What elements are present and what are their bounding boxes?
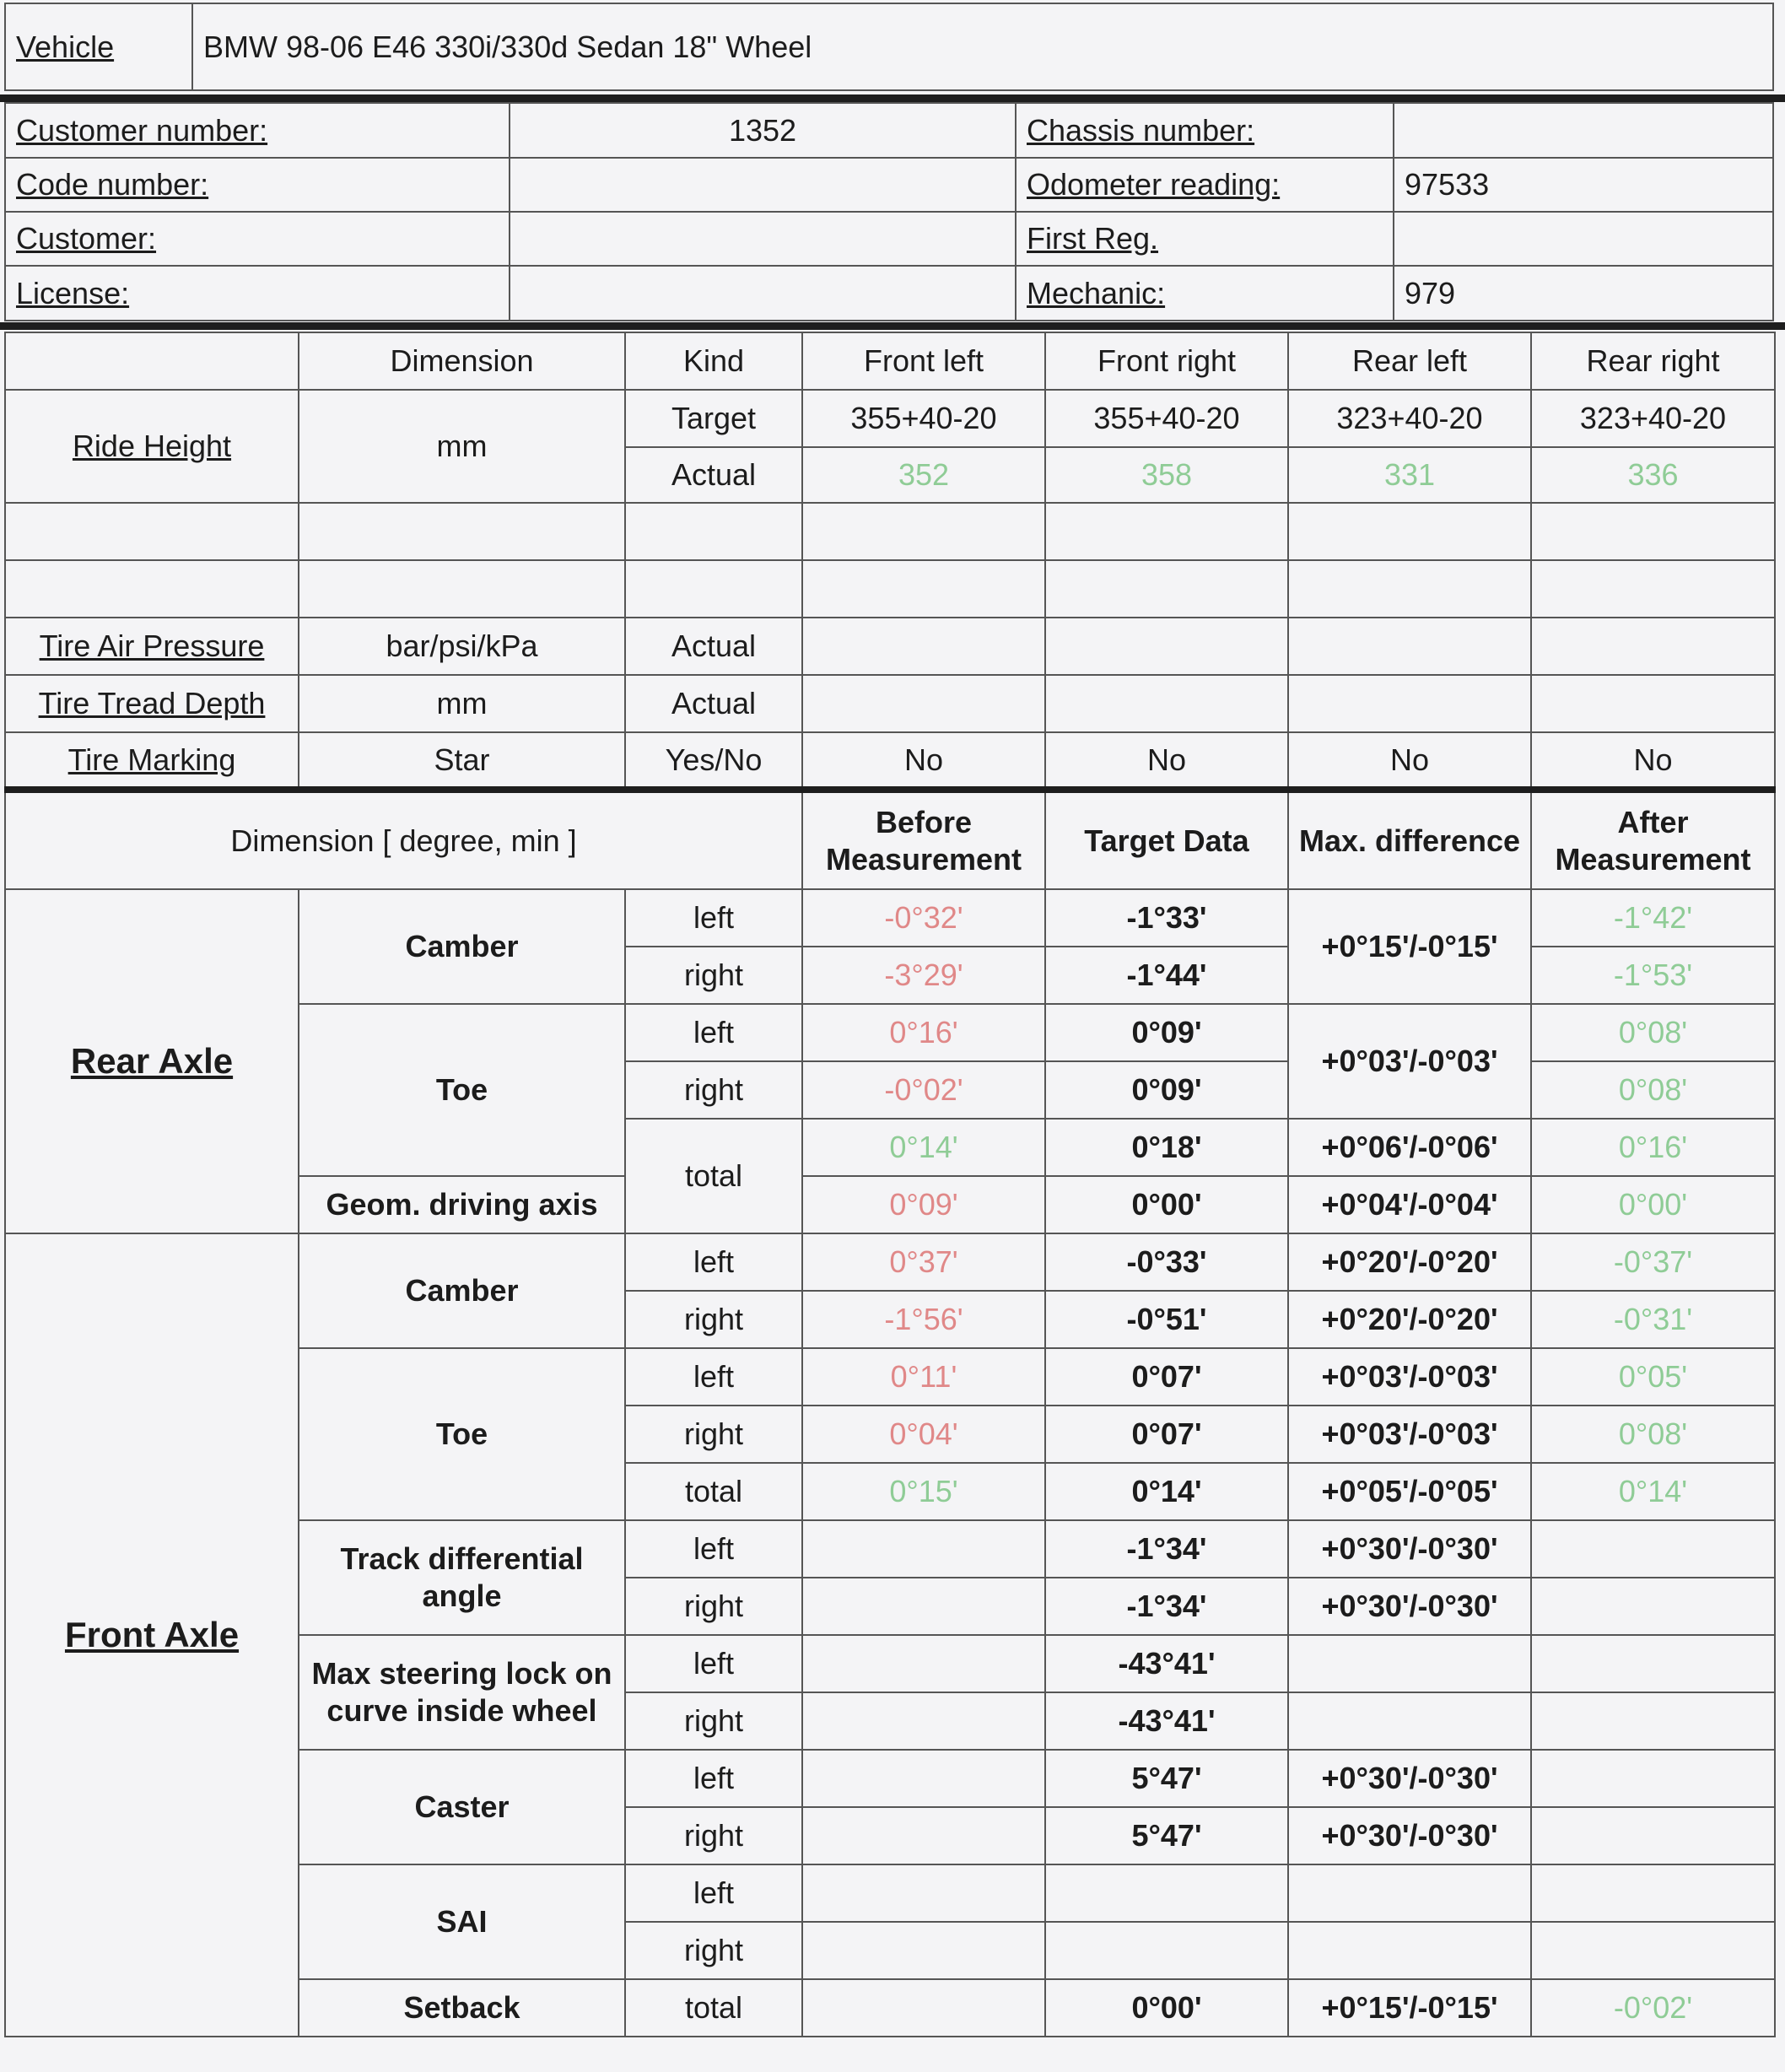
blank-cell xyxy=(1288,1922,1531,1979)
kind-right: right xyxy=(625,1807,802,1864)
blank-cell xyxy=(1531,1807,1775,1864)
tread-depth-kind: Actual xyxy=(625,675,802,732)
tire-marking-rr: No xyxy=(1531,732,1775,790)
kind-left: left xyxy=(625,1864,802,1922)
blank-cell xyxy=(802,1864,1045,1922)
kind-total: total xyxy=(625,1119,802,1233)
blank-cell xyxy=(1288,675,1531,732)
geom-before: 0°09' xyxy=(802,1176,1045,1233)
kind-left: left xyxy=(625,1348,802,1406)
kind-right: right xyxy=(625,1578,802,1635)
blank-cell xyxy=(1531,1692,1775,1750)
geom-after: 0°00' xyxy=(1531,1176,1775,1233)
front-toe-before-right: 0°04' xyxy=(802,1406,1045,1463)
blank-cell xyxy=(1288,560,1531,618)
tire-marking-fl: No xyxy=(802,732,1045,790)
front-toe-label: Toe xyxy=(299,1348,625,1520)
rear-toe-after-total: 0°16' xyxy=(1531,1119,1775,1176)
code-number-value xyxy=(510,158,1016,212)
setback-maxdiff: +0°15'/-0°15' xyxy=(1288,1979,1531,2037)
front-axle-label: Front Axle xyxy=(5,1233,299,2037)
kind-actual: Actual xyxy=(625,447,802,503)
blank-cell xyxy=(802,560,1045,618)
front-camber-target-left: -0°33' xyxy=(1045,1233,1288,1291)
tire-marking-fr: No xyxy=(1045,732,1288,790)
geom-target: 0°00' xyxy=(1045,1176,1288,1233)
blank-cell xyxy=(1531,618,1775,675)
blank-cell xyxy=(1531,1578,1775,1635)
blank-cell xyxy=(1045,1922,1288,1979)
rear-toe-maxdiff: +0°03'/-0°03' xyxy=(1288,1004,1531,1119)
caster-target-right: 5°47' xyxy=(1045,1807,1288,1864)
ride-actual-rl: 331 xyxy=(1288,447,1531,503)
blank-cell xyxy=(625,503,802,560)
front-toe-after-left: 0°05' xyxy=(1531,1348,1775,1406)
track-diff-maxdiff-left: +0°30'/-0°30' xyxy=(1288,1520,1531,1578)
rear-camber-after-right: -1°53' xyxy=(1531,947,1775,1004)
rear-toe-maxdiff-total: +0°06'/-0°06' xyxy=(1288,1119,1531,1176)
tire-marking-rl: No xyxy=(1288,732,1531,790)
customer-number-label: Customer number: xyxy=(5,103,510,158)
customer-value xyxy=(510,212,1016,266)
geom-driving-axis-label: Geom. driving axis xyxy=(299,1176,625,1233)
ride-actual-rr: 336 xyxy=(1531,447,1775,503)
col-kind: Kind xyxy=(625,332,802,390)
blank-cell xyxy=(802,1520,1045,1578)
col-target: Target Data xyxy=(1045,790,1288,889)
front-toe-before-total: 0°15' xyxy=(802,1463,1045,1520)
blank-cell xyxy=(1531,560,1775,618)
blank-cell xyxy=(299,503,625,560)
rear-camber-label: Camber xyxy=(299,889,625,1004)
front-toe-target-right: 0°07' xyxy=(1045,1406,1288,1463)
ride-actual-fl: 352 xyxy=(802,447,1045,503)
rear-toe-target-left: 0°09' xyxy=(1045,1004,1288,1061)
track-diff-maxdiff-right: +0°30'/-0°30' xyxy=(1288,1578,1531,1635)
tire-pressure-label: Tire Air Pressure xyxy=(5,618,299,675)
kind-left: left xyxy=(625,1750,802,1807)
code-number-label: Code number: xyxy=(5,158,510,212)
blank-cell xyxy=(802,1635,1045,1692)
rear-camber-before-left: -0°32' xyxy=(802,889,1045,947)
ride-target-fr: 355+40-20 xyxy=(1045,390,1288,447)
blank-cell xyxy=(1288,1692,1531,1750)
blank-cell xyxy=(1288,1864,1531,1922)
tire-marking-label: Tire Marking xyxy=(5,732,299,790)
front-toe-target-total: 0°14' xyxy=(1045,1463,1288,1520)
rear-camber-before-right: -3°29' xyxy=(802,947,1045,1004)
vehicle-table xyxy=(4,3,1774,91)
front-toe-target-left: 0°07' xyxy=(1045,1348,1288,1406)
kind-right: right xyxy=(625,1061,802,1119)
kind-right: right xyxy=(625,1406,802,1463)
blank-cell xyxy=(802,1979,1045,2037)
rear-toe-target-right: 0°09' xyxy=(1045,1061,1288,1119)
blank-cell xyxy=(1288,618,1531,675)
front-camber-maxdiff-left: +0°20'/-0°20' xyxy=(1288,1233,1531,1291)
odometer-value: 97533 xyxy=(1394,158,1773,212)
front-camber-maxdiff-right: +0°20'/-0°20' xyxy=(1288,1291,1531,1348)
caster-maxdiff-right: +0°30'/-0°30' xyxy=(1288,1807,1531,1864)
front-toe-before-left: 0°11' xyxy=(802,1348,1045,1406)
ride-actual-fr: 358 xyxy=(1045,447,1288,503)
max-steering-lock-label: Max steering lock on curve inside wheel xyxy=(299,1635,625,1750)
col-before: Before Measurement xyxy=(802,790,1045,889)
blank-cell xyxy=(802,1922,1045,1979)
rear-toe-after-left: 0°08' xyxy=(1531,1004,1775,1061)
col-front-right: Front right xyxy=(1045,332,1288,390)
blank-cell xyxy=(1045,675,1288,732)
kind-left: left xyxy=(625,1233,802,1291)
alignment-dimension-header: Dimension [ degree, min ] xyxy=(5,790,802,889)
kind-left: left xyxy=(625,889,802,947)
blank-cell xyxy=(802,1807,1045,1864)
blank-cell xyxy=(299,560,625,618)
kind-right: right xyxy=(625,1692,802,1750)
setback-label: Setback xyxy=(299,1979,625,2037)
rear-toe-after-right: 0°08' xyxy=(1531,1061,1775,1119)
front-camber-target-right: -0°51' xyxy=(1045,1291,1288,1348)
blank-cell xyxy=(5,560,299,618)
rear-camber-target-right: -1°44' xyxy=(1045,947,1288,1004)
rear-toe-before-right: -0°02' xyxy=(802,1061,1045,1119)
track-differential-angle-label: Track differential angle xyxy=(299,1520,625,1635)
mechanic-value: 979 xyxy=(1394,266,1773,321)
max-steer-target-left: -43°41' xyxy=(1045,1635,1288,1692)
rear-camber-maxdiff: +0°15'/-0°15' xyxy=(1288,889,1531,1004)
blank-cell xyxy=(5,503,299,560)
caster-maxdiff-left: +0°30'/-0°30' xyxy=(1288,1750,1531,1807)
sai-label: SAI xyxy=(299,1864,625,1979)
ride-height-label: Ride Height xyxy=(5,390,299,503)
track-diff-target-right: -1°34' xyxy=(1045,1578,1288,1635)
front-camber-label: Camber xyxy=(299,1233,625,1348)
blank-cell xyxy=(1531,1750,1775,1807)
mechanic-label: Mechanic: xyxy=(1016,266,1394,321)
kind-right: right xyxy=(625,1291,802,1348)
col-rear-left: Rear left xyxy=(1288,332,1531,390)
col-maxdiff: Max. difference xyxy=(1288,790,1531,889)
blank-cell xyxy=(1531,1635,1775,1692)
tread-depth-unit: mm xyxy=(299,675,625,732)
setback-target: 0°00' xyxy=(1045,1979,1288,2037)
tire-pressure-kind: Actual xyxy=(625,618,802,675)
vehicle-value: BMW 98-06 E46 330i/330d Sedan 18" Wheel xyxy=(192,3,1773,90)
col-dimension: Dimension xyxy=(299,332,625,390)
blank-cell xyxy=(625,560,802,618)
front-toe-maxdiff-total: +0°05'/-0°05' xyxy=(1288,1463,1531,1520)
first-reg-label: First Reg. xyxy=(1016,212,1394,266)
vehicle-label: Vehicle xyxy=(5,3,192,90)
front-camber-after-right: -0°31' xyxy=(1531,1291,1775,1348)
tire-marking-kind: Yes/No xyxy=(625,732,802,790)
chassis-number-label: Chassis number: xyxy=(1016,103,1394,158)
rear-toe-before-total: 0°14' xyxy=(802,1119,1045,1176)
blank-cell xyxy=(1531,1520,1775,1578)
rear-camber-after-left: -1°42' xyxy=(1531,889,1775,947)
blank-cell xyxy=(1531,503,1775,560)
front-camber-after-left: -0°37' xyxy=(1531,1233,1775,1291)
kind-left: left xyxy=(625,1004,802,1061)
kind-right: right xyxy=(625,947,802,1004)
rear-toe-before-left: 0°16' xyxy=(802,1004,1045,1061)
kind-total: total xyxy=(625,1979,802,2037)
caster-target-left: 5°47' xyxy=(1045,1750,1288,1807)
rear-axle-label: Rear Axle xyxy=(5,889,299,1233)
blank-cell xyxy=(1045,1864,1288,1922)
tire-marking-unit: Star xyxy=(299,732,625,790)
ride-target-rl: 323+40-20 xyxy=(1288,390,1531,447)
setback-after: -0°02' xyxy=(1531,1979,1775,2037)
rear-camber-target-left: -1°33' xyxy=(1045,889,1288,947)
blank-cell xyxy=(1045,618,1288,675)
col-front-left: Front left xyxy=(802,332,1045,390)
front-toe-after-right: 0°08' xyxy=(1531,1406,1775,1463)
blank-cell xyxy=(802,1578,1045,1635)
kind-right: right xyxy=(625,1922,802,1979)
kind-left: left xyxy=(625,1635,802,1692)
front-camber-before-right: -1°56' xyxy=(802,1291,1045,1348)
track-diff-target-left: -1°34' xyxy=(1045,1520,1288,1578)
front-camber-before-left: 0°37' xyxy=(802,1233,1045,1291)
blank-cell xyxy=(5,332,299,390)
blank-cell xyxy=(1531,1864,1775,1922)
caster-label: Caster xyxy=(299,1750,625,1864)
divider xyxy=(0,94,1785,102)
ride-height-unit: mm xyxy=(299,390,625,503)
front-toe-maxdiff-left: +0°03'/-0°03' xyxy=(1288,1348,1531,1406)
divider xyxy=(0,322,1785,330)
blank-cell xyxy=(1045,560,1288,618)
front-toe-after-total: 0°14' xyxy=(1531,1463,1775,1520)
blank-cell xyxy=(1288,503,1531,560)
customer-label: Customer: xyxy=(5,212,510,266)
kind-total: total xyxy=(625,1463,802,1520)
license-label: License: xyxy=(5,266,510,321)
kind-left: left xyxy=(625,1520,802,1578)
tread-depth-label: Tire Tread Depth xyxy=(5,675,299,732)
blank-cell xyxy=(1045,503,1288,560)
max-steer-target-right: -43°41' xyxy=(1045,1692,1288,1750)
blank-cell xyxy=(802,503,1045,560)
odometer-label: Odometer reading: xyxy=(1016,158,1394,212)
tire-pressure-unit: bar/psi/kPa xyxy=(299,618,625,675)
customer-number-value: 1352 xyxy=(510,103,1016,158)
measurement-table xyxy=(4,332,1776,2037)
col-after: After Measurement xyxy=(1531,790,1775,889)
blank-cell xyxy=(802,1750,1045,1807)
front-toe-maxdiff-right: +0°03'/-0°03' xyxy=(1288,1406,1531,1463)
ride-target-fl: 355+40-20 xyxy=(802,390,1045,447)
license-value xyxy=(510,266,1016,321)
rear-toe-target-total: 0°18' xyxy=(1045,1119,1288,1176)
blank-cell xyxy=(1531,1922,1775,1979)
rear-toe-label: Toe xyxy=(299,1004,625,1176)
chassis-number-value xyxy=(1394,103,1773,158)
customer-info-table xyxy=(4,102,1774,321)
col-rear-right: Rear right xyxy=(1531,332,1775,390)
geom-maxdiff: +0°04'/-0°04' xyxy=(1288,1176,1531,1233)
first-reg-value xyxy=(1394,212,1773,266)
blank-cell xyxy=(1288,1635,1531,1692)
ride-target-rr: 323+40-20 xyxy=(1531,390,1775,447)
blank-cell xyxy=(1531,675,1775,732)
blank-cell xyxy=(802,675,1045,732)
kind-target: Target xyxy=(625,390,802,447)
blank-cell xyxy=(802,618,1045,675)
blank-cell xyxy=(802,1692,1045,1750)
